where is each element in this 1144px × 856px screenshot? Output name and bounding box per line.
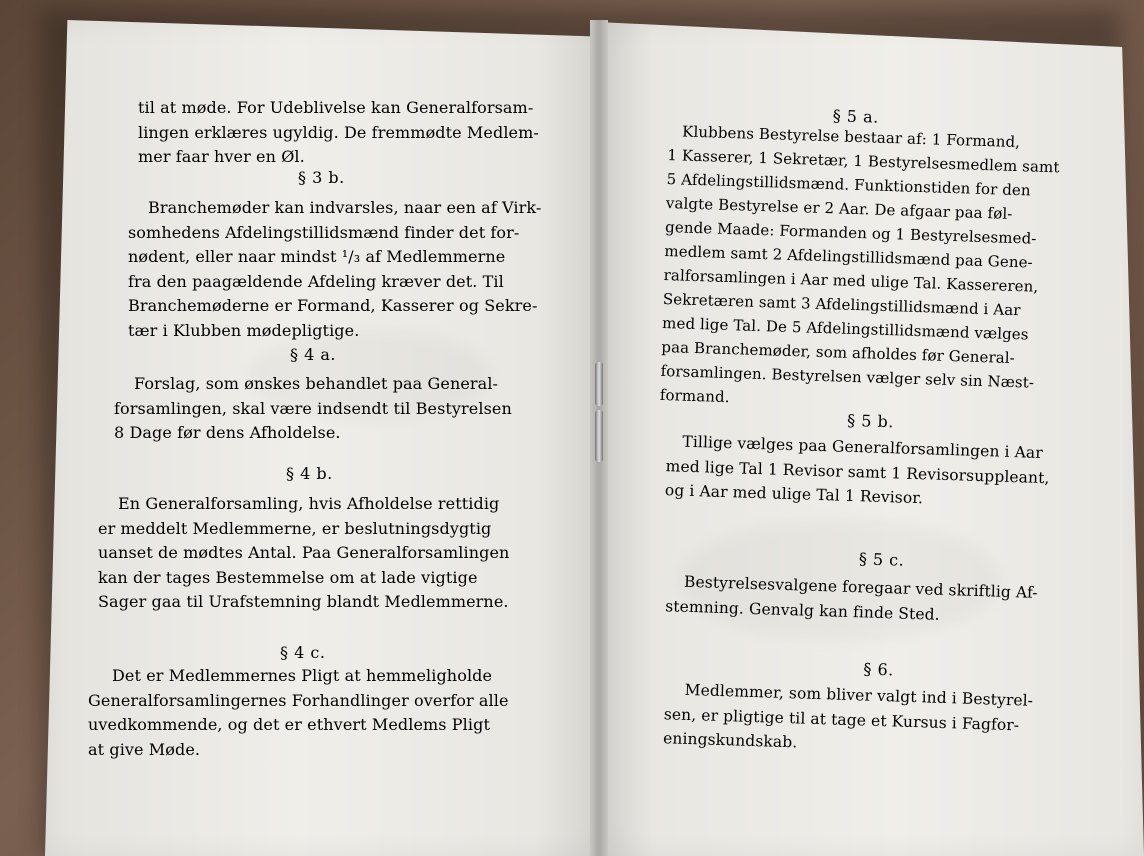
text-line: gende Maade: Formanden og 1 Bestyrelsesmed- [664, 218, 1037, 248]
text-line: Medlemmer, som bliver valgt ind i Bestyrel- [684, 680, 1034, 710]
text-line: valgte Bestyrelse er 2 Aar. De afgaar paa føl- [665, 194, 1013, 223]
section-heading-4c: § 4 c. [280, 643, 326, 662]
text-line: 1 Kasserer, 1 Sekretær, 1 Bestyrelsesmedlem samt [667, 146, 1060, 177]
text-line: med lige Tal. De 5 Afdelingstillidsmænd vælges [661, 313, 1029, 344]
section-heading-4a: § 4 a. [290, 345, 336, 364]
section-6-text [663, 677, 1034, 762]
text-line: mer faar hver en Øl. [138, 147, 305, 166]
text-line: Bestyrelsesvalgene foregaar ved skriftlig Af- [683, 572, 1038, 602]
section-heading-5c: § 5 c. [858, 549, 905, 570]
text-line: kan der tages Bestemmelse om at lade vigtige [98, 567, 478, 587]
text-line: nødent, eller naar mindst ¹/₃ af Medlemmerne [128, 247, 506, 266]
section-heading-4b: § 4 b. [286, 464, 333, 483]
text-line: og i Aar med ulige Tal 1 Revisor. [664, 481, 924, 508]
text-line: En Generalforsamling, hvis Afholdelse rettidig [118, 494, 500, 513]
text-line: sen, er pligtige til at tage et Kursus i Fagfor- [663, 704, 1020, 734]
text-line: Sager gaa til Urafstemning blandt Medlemmerne. [98, 592, 509, 611]
text-line: at give Møde. [88, 739, 201, 759]
text-line: 5 Afdelingstillidsmænd. Funktionstiden for den [666, 170, 1031, 200]
text-line: forsamlingen, skal være indsendt til Bestyrelsen [114, 398, 512, 418]
text-line: er meddelt Medlemmerne, er beslutningsdygtig [98, 518, 492, 538]
text-line: uvedkommende, og det er ethvert Medlems Pligt [88, 715, 490, 734]
text-line: ralforsamlingen i Aar med ulige Tal. Kassereren, [663, 265, 1039, 296]
section-5b-text [665, 429, 1051, 515]
text-line: tær i Klubben mødepligtige. [128, 320, 360, 340]
text-line: med lige Tal 1 Revisor samt 1 Revisorsuppleant, [665, 456, 1050, 487]
text-line: Branchemøder kan indvarsles, naar een af Virk- [148, 198, 542, 217]
text-line: forsamlingen. Bestyrelsen vælger selv sin Næst- [660, 361, 1035, 392]
text-line: Tillige vælges paa Generalforsamlingen i Aar [682, 432, 1044, 462]
text-line: lingen erklæres ugyldig. De fremmødte Medlem- [138, 122, 539, 142]
text-line: uanset de mødtes Antal. Paa Generalforsamlingen [98, 543, 510, 562]
text-line: somhedens Afdelingstillidsmænd finder det for- [128, 222, 520, 242]
section-heading-5b: § 5 b. [846, 410, 895, 432]
text-line: Det er Medlemmernes Pligt at hemmeligholde [112, 666, 493, 685]
section-5a-text [660, 119, 1061, 419]
section-heading-6: § 6. [863, 659, 895, 680]
text-line: eningskundskab. [662, 729, 798, 752]
text-line: 8 Dage før dens Afholdelse. [114, 423, 341, 442]
text-line: paa Branchemøder, som afholdes før General- [661, 337, 1016, 368]
text-line: Generalforsamlingernes Forhandlinger overfor alle [88, 690, 509, 710]
text-line: Forslag, som ønskes behandlet paa General- [134, 374, 499, 393]
section-heading-3b: § 3 b. [298, 168, 345, 187]
text-line: medlem samt 2 Afdelingstillidsmænd paa Gene- [664, 241, 1034, 272]
text-line: Branchemøderne er Formand, Kasserer og Sekre- [128, 296, 538, 315]
text-line: Klubbens Bestyrelse bestaar af: 1 Formand, [681, 122, 1021, 152]
section-heading-5a: § 5 a. [832, 106, 880, 127]
text-line: formand. [659, 385, 730, 407]
text-line: stemning. Genvalg kan finde Sted. [665, 596, 940, 624]
text-line: fra den paagældende Afdeling kræver det. Til [128, 271, 504, 291]
text-line: til at møde. For Udeblivelse kan Generalforsam- [138, 98, 534, 117]
text-line: Sekretæren samt 3 Afdelingstillidsmænd i Aar [662, 289, 1021, 320]
section-5c-text [665, 569, 1038, 630]
